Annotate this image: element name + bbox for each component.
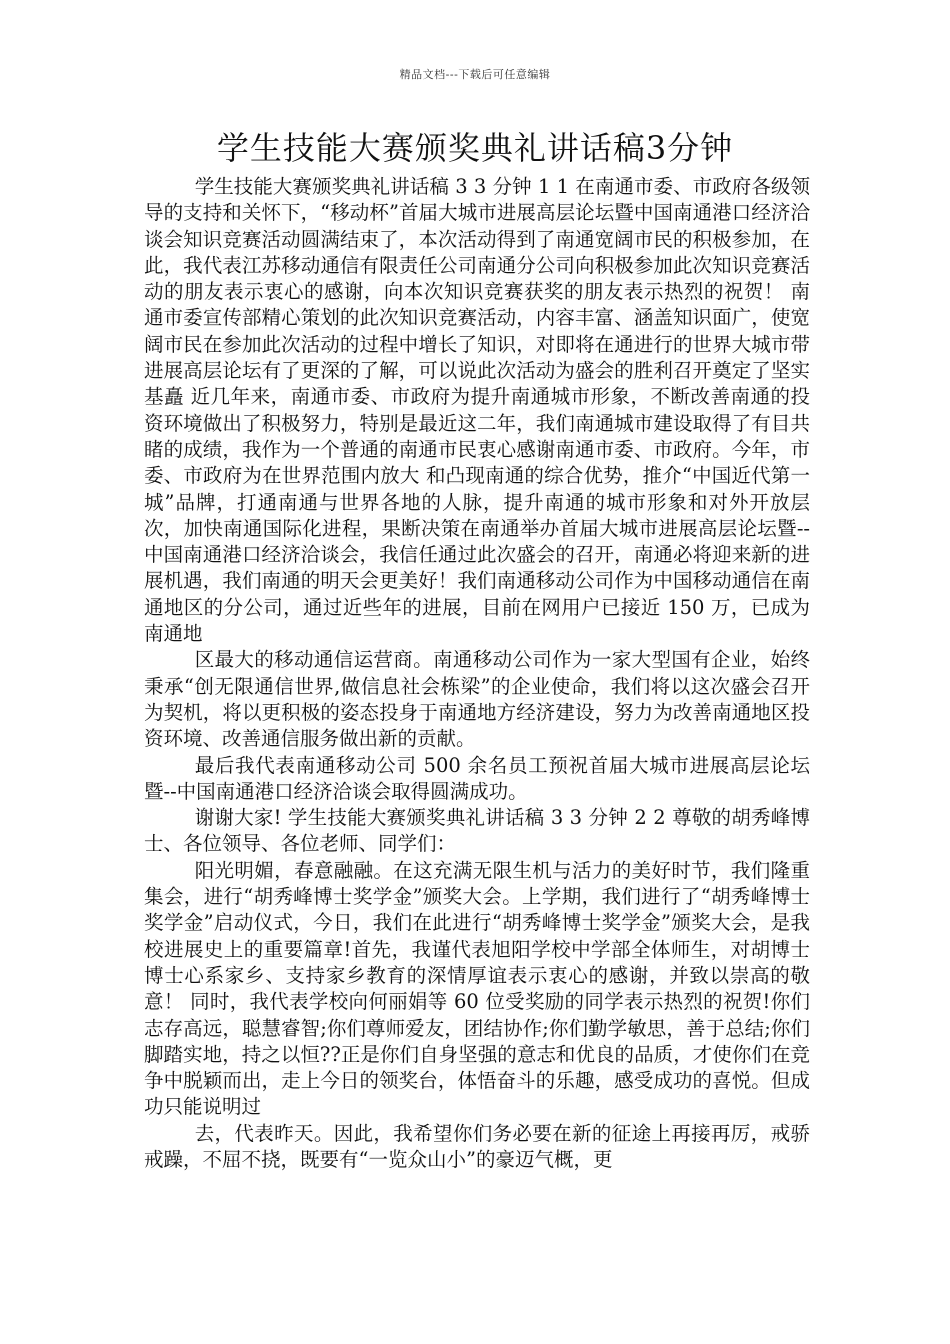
header-note: 精品文档---下载后可任意编辑 [399,68,551,81]
paragraph-4: 谢谢大家! 学生技能大赛颁奖典礼讲话稿 3 3 分钟 2 2 尊敬的胡秀峰博士、各位领导、各位老师、同学们： [144,806,810,856]
paragraph-3: 最后我代表南通移动公司 500 余名员工预祝首届大城市进展高层论坛暨--中国南通港口经济洽谈会取得圆满成功。 [144,753,810,803]
paragraph-5: 阳光明媚，春意融融。在这充满无限生机与活力的美好时节，我们隆重集会，进行“胡秀峰博士奖学金”颁奖大会。上学期，我们进行了“胡秀峰博士奖学金”启动仪式，今日，我们在此进行“胡秀峰博士奖学金”颁奖大会，是我校进展史上的重要篇章!首先，我谨代表旭阳学校中学部全体师生，对胡博士博士心系家乡、支持家乡教育的深情厚谊表示衷心的感谢，并致以崇高的敬意！ 同时，我代表学校向何丽娟等 60 位受奖励的同学表示热烈的祝贺!你们志存高远，聪慧睿智;你们尊师爱友，团结协作;你们勤学敏思，善于总结;你们脚踏实地，持之以恒??正是你们自身坚强的意志和优良的品质，才使你们在竞争中脱颖而出，走上今日的领奖台，体悟奋斗的乐趣，感受成功的喜悦。但成功只能说明过 [144,858,810,1119]
document-title: 学生技能大赛颁奖典礼讲话稿3分钟 [216,129,734,167]
document-body [144,174,810,1173]
paragraph-2: 区最大的移动通信运营商。南通移动公司作为一家大型国有企业，始终秉承“创无限通信世界,做信息社会栋梁”的企业使命，我们将以这次盛会召开为契机，将以更积极的姿态投身于南通地方经济建设，努力为改善南通地区投资环境、改善通信服务做出新的贡献。 [144,648,810,751]
paragraph-6: 去，代表昨天。因此，我希望你们务必要在新的征途上再接再厉，戒骄戒躁，不屈不挠，既要有“一览众山小”的豪迈气概，更 [144,1121,810,1171]
paragraph-1: 学生技能大赛颁奖典礼讲话稿 3 3 分钟 1 1 在南通市委、市政府各级领导的支持和关怀下，“移动杯”首届大城市进展高层论坛暨中国南通港口经济洽谈会知识竞赛活动圆满结束了，本次活动得到了南通宽阔市民的积极参加，在此，我代表江苏移动通信有限责任公司南通分公司向积极参加此次知识竞赛活动的朋友表示衷心的感谢，向本次知识竞赛获奖的朋友表示热烈的祝贺！ 南通市委宣传部精心策划的此次知识竞赛活动，内容丰富、涵盖知识面广，使宽阔市民在参加此次活动的过程中增长了知识，对即将在通进行的世界大城市带进展高层论坛有了更深的了解，可以说此次活动为盛会的胜利召开奠定了坚实基矗 近几年来，南通市委、市政府为提升南通城市形象，不断改善南通的投资环境做出了积极努力，特别是最近这二年，我们南通城市建设取得了有目共睹的成绩，我作为一个普通的南通市民衷心感谢南通市委、市政府。今年，市委、市政府为在世界范围内放大 和凸现南通的综合优势，推介“中国近代第一城”品牌，打通南通与世界各地的人脉，提升南通的城市形象和对外开放层次，加快南通国际化进程，果断决策在南通举办首届大城市进展高层论坛暨--中国南通港口经济洽谈会，我信任通过此次盛会的召开，南通必将迎来新的进展机遇，我们南通的明天会更美好！我们南通移动公司作为中国移动通信在南通地区的分公司，通过近些年的进展，目前在网用户已接近 150 万，已成为南通地 [144,175,810,646]
